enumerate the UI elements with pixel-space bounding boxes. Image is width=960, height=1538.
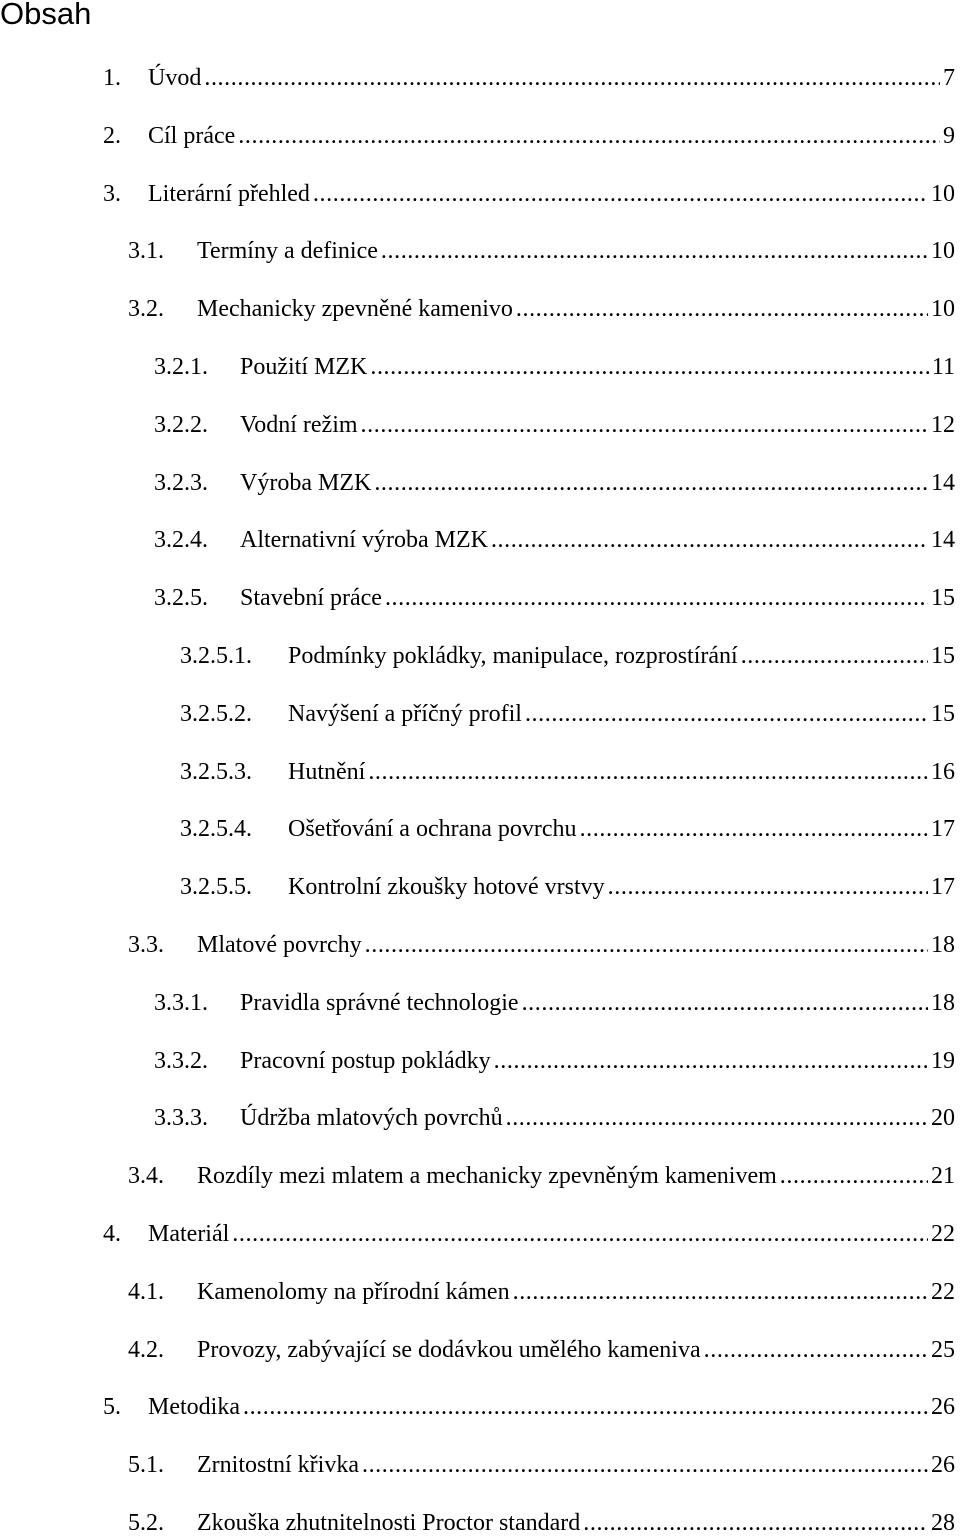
toc-entry-title: Úvod: [148, 65, 202, 91]
toc-entry-number: 5.: [103, 1394, 121, 1420]
toc-entry-number: 4.: [103, 1221, 121, 1247]
toc-entry-page: 20: [931, 1105, 955, 1131]
toc-entry-page: 22: [931, 1221, 955, 1247]
toc-entry-title: Mechanicky zpevněné kamenivo: [197, 296, 513, 322]
toc-entry-page: 10: [931, 296, 955, 322]
toc-entry-title: Kontrolní zkoušky hotové vrstvy: [288, 874, 605, 900]
toc-entry-title: Mlatové povrchy: [197, 932, 362, 958]
toc-entry-number: 3.2.1.: [154, 354, 208, 380]
toc-entry-title: Cíl práce: [148, 123, 236, 149]
toc-entry-title: Rozdíly mezi mlatem a mechanicky zpevněným kamenivem: [197, 1163, 777, 1189]
toc-entry[interactable]: [154, 525, 955, 555]
toc-entry-title: Ošetřování a ochrana povrchu: [288, 816, 577, 842]
toc-dot-leader: [494, 1046, 928, 1076]
toc-entry[interactable]: [154, 468, 955, 498]
toc-dot-leader: [374, 468, 928, 498]
toc-entry-page: 7: [943, 65, 955, 91]
toc-entry-title: Navýšení a příčný profil: [288, 701, 522, 727]
toc-entry-number: 5.2.: [128, 1510, 164, 1536]
toc-entry[interactable]: [103, 1392, 955, 1422]
toc-entry[interactable]: [128, 1277, 955, 1307]
toc-entry-page: 18: [931, 932, 955, 958]
toc-entry[interactable]: [154, 988, 955, 1018]
toc-entry-page: 15: [931, 585, 955, 611]
toc-entry-page: 28: [931, 1510, 955, 1536]
toc-dot-leader: [704, 1335, 928, 1365]
toc-entry-number: 3.3.1.: [154, 990, 208, 1016]
toc-entry-title: Kamenolomy na přírodní kámen: [197, 1279, 510, 1305]
toc-dot-leader: [741, 641, 928, 671]
toc-entry[interactable]: [128, 236, 955, 266]
toc-entry-number: 3.2.3.: [154, 470, 208, 496]
toc-entry[interactable]: [180, 757, 955, 787]
toc-dot-leader: [365, 930, 928, 960]
toc-dot-leader: [243, 1392, 928, 1422]
toc-entry[interactable]: [103, 179, 955, 209]
toc-entry-number: 4.2.: [128, 1337, 164, 1363]
toc-entry-page: 17: [931, 816, 955, 842]
toc-entry-title: Provozy, zabývající se dodávkou umělého kameniva: [197, 1337, 701, 1363]
toc-entry[interactable]: [180, 699, 955, 729]
toc-entry-page: 14: [931, 470, 955, 496]
toc-entry-page: 18: [931, 990, 955, 1016]
toc-entry[interactable]: [103, 63, 955, 93]
toc-entry-title: Hutnění: [288, 759, 366, 785]
page-title: Obsah: [0, 0, 92, 31]
toc-entry[interactable]: [128, 1508, 955, 1538]
toc-dot-leader: [370, 352, 929, 382]
toc-dot-leader: [232, 1219, 928, 1249]
toc-entry-page: 25: [931, 1337, 955, 1363]
toc-entry-title: Pracovní postup pokládky: [240, 1048, 491, 1074]
toc-entry-page: 9: [943, 123, 955, 149]
toc-dot-leader: [522, 988, 928, 1018]
toc-entry[interactable]: [154, 1103, 955, 1133]
toc-entry-page: 19: [931, 1048, 955, 1074]
toc-entry[interactable]: [103, 1219, 955, 1249]
toc-entry-page: 10: [931, 238, 955, 264]
toc-dot-leader: [385, 583, 928, 613]
toc-entry-number: 3.4.: [128, 1163, 164, 1189]
toc-entry-number: 2.: [103, 123, 121, 149]
toc-entry-number: 3.2.5.2.: [180, 701, 252, 727]
toc-entry-number: 1.: [103, 65, 121, 91]
toc-entry-page: 16: [931, 759, 955, 785]
toc-entry-title: Údržba mlatových povrchů: [240, 1105, 503, 1131]
toc-entry[interactable]: [128, 1161, 955, 1191]
toc-entry-number: 3.2.: [128, 296, 164, 322]
toc-dot-leader: [608, 872, 928, 902]
toc-dot-leader: [361, 410, 928, 440]
toc-entry-number: 3.: [103, 181, 121, 207]
toc-entry-page: 15: [931, 701, 955, 727]
toc-entry[interactable]: [154, 410, 955, 440]
toc-entry-number: 3.2.5.1.: [180, 643, 252, 669]
toc-dot-leader: [381, 236, 928, 266]
toc-entry-number: 3.1.: [128, 238, 164, 264]
toc-dot-leader: [204, 63, 940, 93]
toc-entry-number: 3.2.5.5.: [180, 874, 252, 900]
toc-dot-leader: [506, 1103, 928, 1133]
toc-dot-leader: [583, 1508, 928, 1538]
toc-entry-number: 3.2.4.: [154, 527, 208, 553]
toc-entry-page: 26: [931, 1452, 955, 1478]
toc-dot-leader: [362, 1450, 928, 1480]
toc-dot-leader: [238, 121, 940, 151]
toc-entry-page: 21: [931, 1163, 955, 1189]
toc-entry-page: 10: [931, 181, 955, 207]
toc-entry[interactable]: [128, 1450, 955, 1480]
toc-entry-title: Výroba MZK: [240, 470, 372, 496]
toc-entry-page: 17: [931, 874, 955, 900]
toc-entry-title: Zkouška zhutnitelnosti Proctor standard: [197, 1510, 581, 1536]
toc-entry-number: 4.1.: [128, 1279, 164, 1305]
toc-entry-title: Termíny a definice: [197, 238, 378, 264]
toc-entry-page: 15: [931, 643, 955, 669]
toc-entry-page: 26: [931, 1394, 955, 1420]
toc-dot-leader: [516, 294, 928, 324]
toc-entry[interactable]: [180, 814, 955, 844]
toc-entry-number: 3.2.5.3.: [180, 759, 252, 785]
toc-dot-leader: [580, 814, 928, 844]
toc-entry[interactable]: [154, 1046, 955, 1076]
toc-entry-title: Alternativní výroba MZK: [240, 527, 488, 553]
toc-entry[interactable]: [128, 1335, 955, 1365]
toc-entry-number: 3.3.: [128, 932, 164, 958]
toc-entry-page: 22: [931, 1279, 955, 1305]
toc-entry-page: 12: [931, 412, 955, 438]
toc-dot-leader: [513, 1277, 928, 1307]
toc-entry-title: Literární přehled: [148, 181, 310, 207]
toc-entry-number: 5.1.: [128, 1452, 164, 1478]
toc-entry-title: Stavební práce: [240, 585, 382, 611]
toc-entry[interactable]: [154, 583, 955, 613]
toc-entry-title: Zrnitostní křivka: [197, 1452, 359, 1478]
toc-dot-leader: [525, 699, 928, 729]
toc-entry[interactable]: [154, 352, 955, 382]
toc-entry[interactable]: [128, 294, 955, 324]
toc-dot-leader: [780, 1161, 928, 1191]
toc-entry[interactable]: [180, 872, 955, 902]
toc-dot-leader: [313, 179, 928, 209]
toc-entry[interactable]: [128, 930, 955, 960]
toc-entry-title: Podmínky pokládky, manipulace, rozprostírání: [288, 643, 738, 669]
toc-entry-number: 3.2.5.: [154, 585, 208, 611]
toc-entry-title: Pravidla správné technologie: [240, 990, 519, 1016]
toc-entry-title: Metodika: [148, 1394, 240, 1420]
toc-dot-leader: [368, 757, 928, 787]
toc-entry[interactable]: [180, 641, 955, 671]
toc-entry-title: Vodní režim: [240, 412, 358, 438]
toc-entry-page: 11: [931, 354, 955, 380]
toc-entry[interactable]: [103, 121, 955, 151]
toc-dot-leader: [491, 525, 928, 555]
toc-entry-number: 3.3.2.: [154, 1048, 208, 1074]
toc-entry-number: 3.2.5.4.: [180, 816, 252, 842]
toc-entry-title: Použití MZK: [240, 354, 368, 380]
toc-entry-number: 3.3.3.: [154, 1105, 208, 1131]
toc-entry-title: Materiál: [148, 1221, 230, 1247]
toc-entry-page: 14: [931, 527, 955, 553]
toc-entry-number: 3.2.2.: [154, 412, 208, 438]
